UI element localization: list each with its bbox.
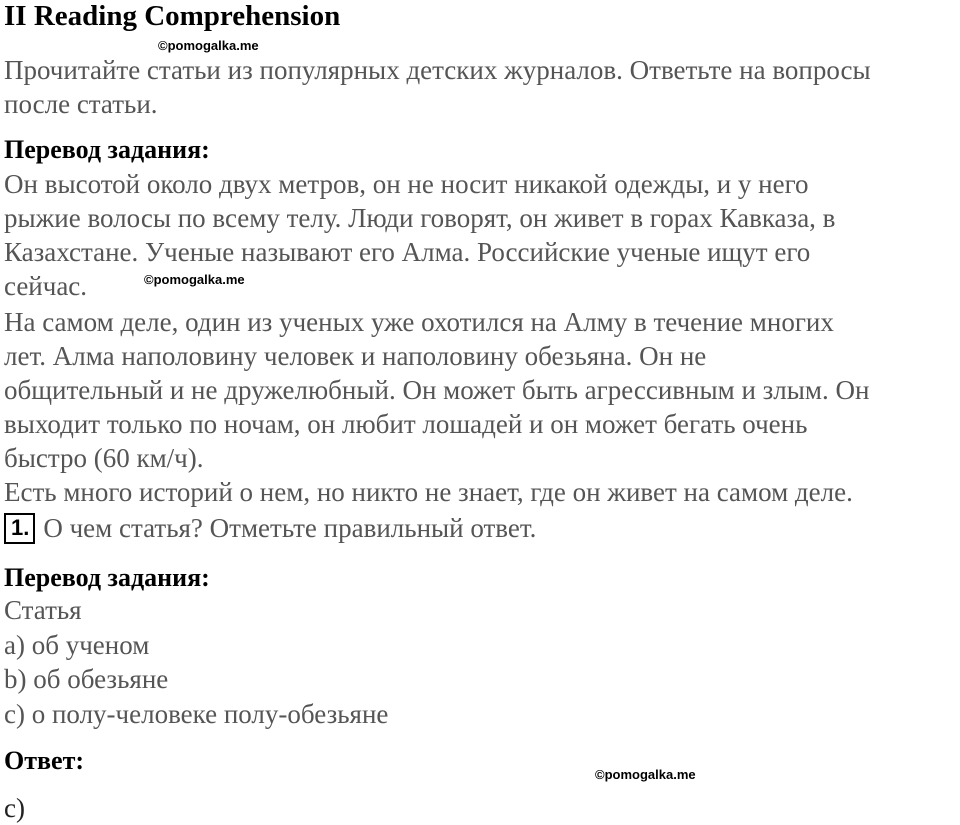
watermark: ©pomogalka.me bbox=[595, 767, 696, 782]
question-stem: Статья bbox=[4, 595, 82, 625]
answer-heading: Ответ: bbox=[4, 746, 85, 775]
task-text: О чем статья? Отметьте правильный ответ. bbox=[43, 513, 537, 543]
article-line: лет. Алма наполовину человек и наполовину обезьяна. Он не bbox=[4, 341, 707, 371]
article-line: На самом деле, один из ученых уже охотился на Алму в течение многих bbox=[4, 307, 834, 337]
article-line: общительный и не дружелюбный. Он может быть агрессивным и злым. Он bbox=[4, 375, 870, 405]
translation-heading: Перевод задания: bbox=[4, 135, 210, 164]
article-line: Казахстане. Ученые называют его Алма. Российские ученые ищут его bbox=[4, 237, 811, 267]
instruction-line: Прочитайте статьи из популярных детских журналов. Ответьте на вопросы bbox=[4, 55, 871, 85]
article-line: Он высотой около двух метров, он не носит никакой одежды, и у него bbox=[4, 169, 809, 199]
answer-option: b) об обезьяне bbox=[4, 664, 169, 694]
article-line: рыжие волосы по всему телу. Люди говорят, он живет в горах Кавказа, в bbox=[4, 203, 836, 233]
translation-heading: Перевод задания: bbox=[4, 563, 210, 592]
article-line: сейчас. bbox=[4, 271, 88, 301]
article-line: быстро (60 км/ч). bbox=[4, 443, 204, 473]
article-line: Есть много историй о нем, но никто не знает, где он живет на самом деле. bbox=[4, 477, 853, 507]
section-title: II Reading Comprehension bbox=[4, 0, 341, 32]
answer-text: c) bbox=[4, 793, 25, 823]
answer-option: c) о полу-человеке полу-обезьяне bbox=[4, 699, 389, 729]
watermark: ©pomogalka.me bbox=[158, 38, 259, 53]
instruction-line: после статьи. bbox=[4, 89, 158, 119]
answer-option: a) об ученом bbox=[4, 630, 150, 660]
watermark: ©pomogalka.me bbox=[144, 272, 245, 287]
article-line: выходит только по ночам, он любит лошадей и он может бегать очень bbox=[4, 409, 808, 439]
task-row bbox=[4, 511, 536, 545]
task-number-badge: 1. bbox=[4, 513, 35, 544]
